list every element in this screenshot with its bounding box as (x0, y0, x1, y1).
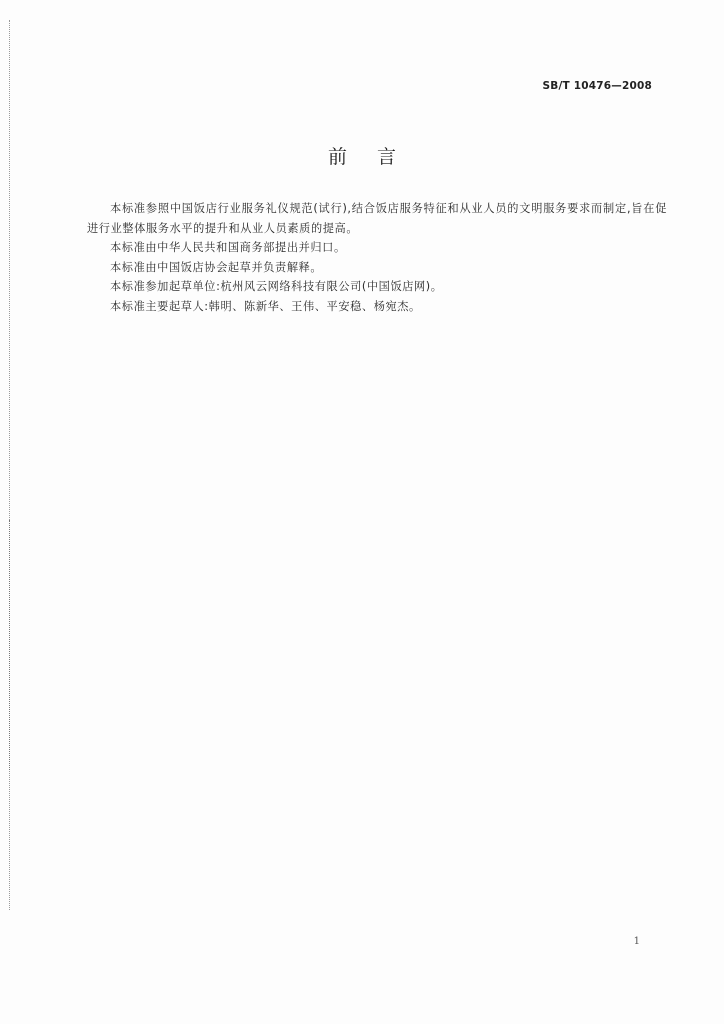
paragraph-proposer: 本标准由中华人民共和国商务部提出并归口。 (110, 241, 346, 254)
paragraph-purpose: 本标准参照中国饭店行业服务礼仪规范(试行),结合饭店服务特征和从业人员的文明服务要求而制定,旨在促进行业整体服务水平的提升和从业人员素质的提高。 (87, 202, 667, 235)
page-title: 前言 (327, 146, 426, 168)
binding-margin-dots-dense (9, 520, 12, 770)
paragraph-main-drafters: 本标准主要起草人:韩明、陈新华、王伟、平安稳、杨宛杰。 (110, 299, 421, 313)
preface-body (87, 199, 667, 316)
paragraph-drafter: 本标准由中国饭店协会起草并负责解释。 (110, 260, 323, 274)
page-number: 1 (633, 936, 640, 947)
paragraph-participating-unit: 本标准参加起草单位:杭州风云网络科技有限公司(中国饭店网)。 (110, 280, 443, 293)
standard-code: SB/T 10476—2008 (542, 80, 652, 92)
